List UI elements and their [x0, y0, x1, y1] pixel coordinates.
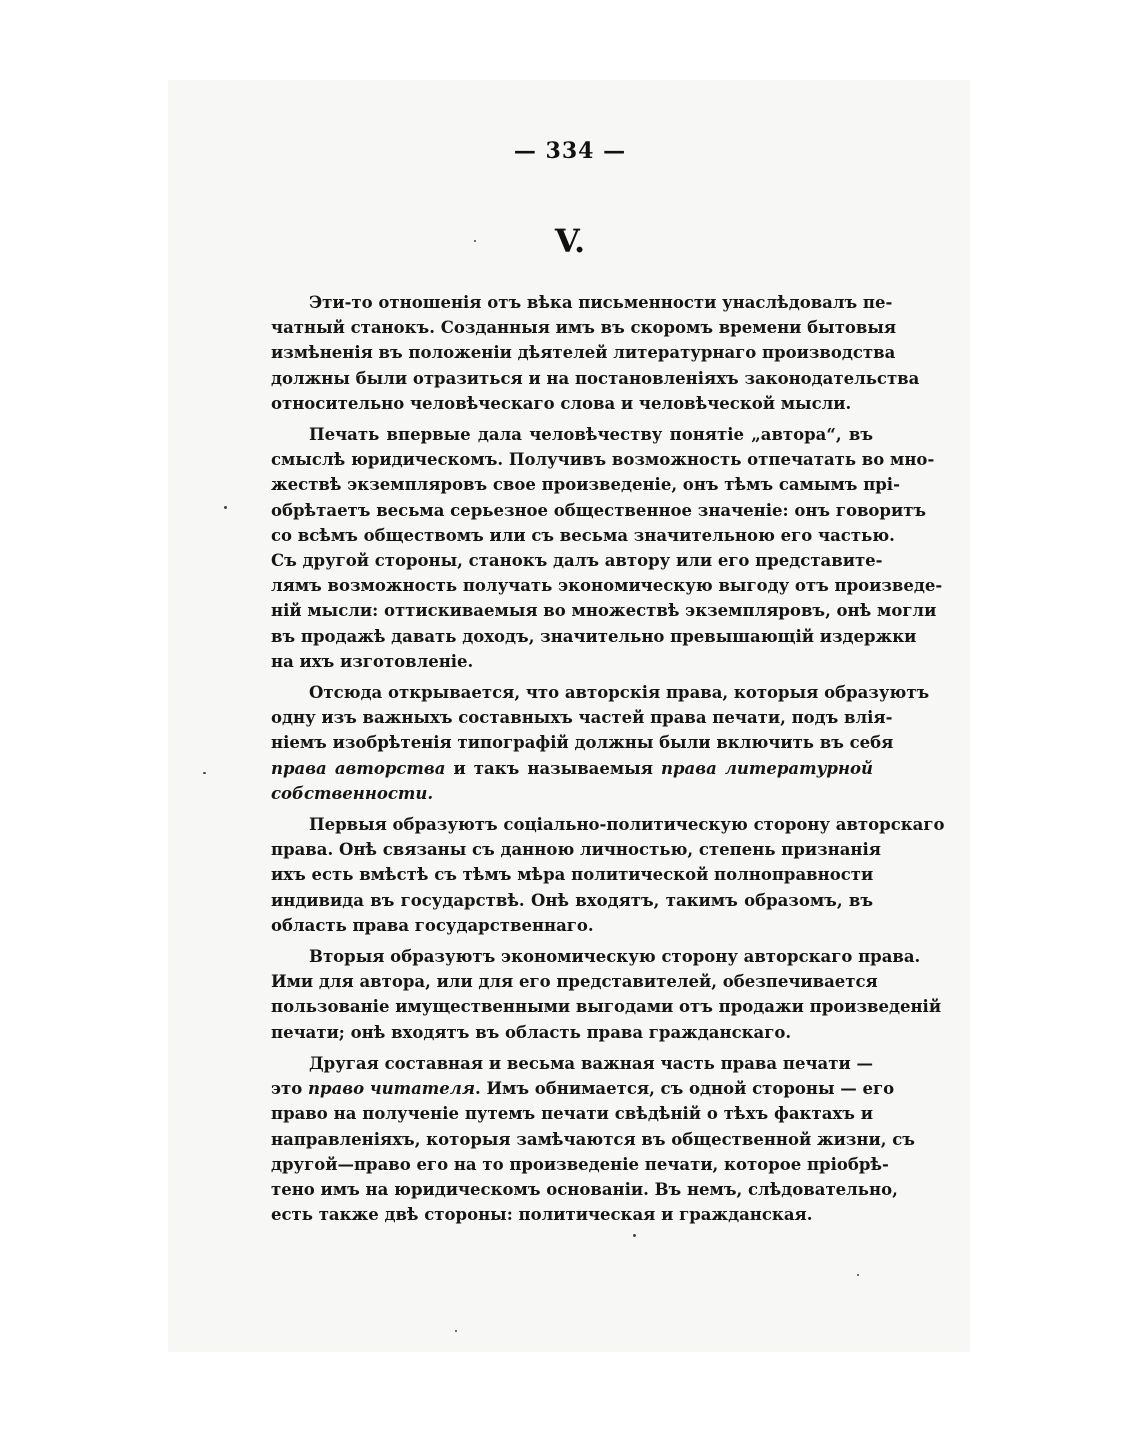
scan-speck: [633, 1234, 636, 1237]
text-line: Эти-то отношенія отъ вѣка письменности унаслѣдовалъ пе-: [309, 293, 893, 312]
text-line: одну изъ важныхъ составныхъ частей права печати, подъ влія-: [271, 708, 893, 728]
text-run: и такъ называемыя: [445, 758, 662, 778]
body-text: [271, 290, 945, 1233]
paragraph-6: [271, 1051, 915, 1227]
text-line: въ продажѣ давать доходъ, значительно превышающій издержки: [271, 626, 917, 646]
text-line: собственности.: [271, 783, 434, 803]
text-line: тено имъ на юридическомъ основаніи. Въ немъ, слѣдовательно,: [271, 1179, 898, 1199]
text-line: пользованіе имущественными выгодами отъ продажи произведеній: [271, 997, 942, 1017]
text-run: это: [271, 1079, 309, 1099]
paragraph-3: [271, 680, 930, 806]
text-run: . Имъ обнимается, съ одной стороны — его: [474, 1079, 895, 1099]
text-line: Ими для автора, или для его представителей, обезпечивается: [271, 972, 878, 992]
scan-speck: [224, 506, 227, 509]
text-line: Вторыя образуютъ экономическую сторону авторскаго права.: [309, 947, 921, 967]
text-line: есть также двѣ стороны: политическая и гражданская.: [271, 1205, 813, 1225]
paragraph-5: [271, 944, 942, 1045]
text-line: лямъ возможность получать экономическую выгоду отъ произведе-: [271, 576, 943, 596]
page-number: — 334 —: [513, 138, 627, 164]
text-line: чатный станокъ. Созданныя имъ въ скоромъ времени бытовыя: [271, 318, 897, 338]
text-line: другой—право его на то произведеніе печати, которое пріобрѣ-: [271, 1154, 889, 1174]
text-line: ихъ есть вмѣстѣ съ тѣмъ мѣра политической полноправности: [271, 865, 874, 885]
text-line: область права государственнаго.: [271, 915, 594, 935]
chapter-heading: V.: [554, 222, 586, 260]
text-line: должны были отразиться и на постановленіяхъ законодательства: [271, 368, 920, 388]
text-line: печати; онѣ входятъ въ область права гражданскаго.: [271, 1022, 792, 1042]
text-line: Печать впервые дала человѣчеству понятіе „автора“, въ: [309, 425, 873, 445]
text-line: ніемъ изобрѣтенія типографій должны были включить въ себя: [271, 733, 894, 753]
text-line: [271, 1076, 895, 1101]
scan-speck: [857, 1274, 859, 1276]
text-line: ній мысли: оттискиваемыя во множествѣ экземпляровъ, онѣ могли: [271, 601, 937, 621]
text-line: [271, 756, 873, 781]
paragraph-2: [271, 422, 943, 674]
text-line: право на полученіе путемъ печати свѣдѣній о тѣхъ фактахъ и: [271, 1104, 873, 1124]
scan-speck: [455, 1330, 457, 1332]
scan-speck: [203, 772, 206, 774]
italic-term: право читателя: [308, 1079, 475, 1099]
text-line: смыслѣ юридическомъ. Получивъ возможность отпечатать во мно-: [271, 450, 935, 470]
scan-speck: [474, 240, 476, 242]
text-line: со всѣмъ обществомъ или съ весьма значительною его частью.: [271, 525, 895, 545]
text-line: обрѣтаетъ весьма серьезное общественное значеніе: онъ говоритъ: [271, 500, 927, 520]
italic-term: права литературной: [661, 758, 874, 778]
paragraph-1: [271, 290, 920, 416]
text-line: измѣненія въ положеніи дѣятелей литературнаго производства: [271, 343, 896, 363]
text-line: Первыя образуютъ соціально-политическую сторону авторскаго: [309, 815, 945, 835]
text-line: относительно человѣческаго слова и человѣческой мысли.: [271, 393, 852, 413]
text-line: индивида въ государствѣ. Онѣ входятъ, такимъ образомъ, въ: [271, 890, 873, 910]
text-line: Съ другой стороны, станокъ далъ автору или его представите-: [271, 551, 883, 571]
text-line: Другая составная и весьма важная часть права печати —: [309, 1053, 873, 1073]
italic-term: права авторства: [271, 758, 446, 778]
text-line: направленіяхъ, которыя замѣчаются въ общественной жизни, съ: [271, 1129, 915, 1149]
text-line: права. Онѣ связаны съ данною личностью, степень признанія: [271, 840, 881, 860]
text-line: на ихъ изготовленіе.: [271, 651, 474, 671]
paragraph-4: [271, 812, 945, 938]
text-line: жествѣ экземпляровъ свое произведеніе, онъ тѣмъ самымъ прі-: [271, 475, 900, 495]
text-line: Отсюда открывается, что авторскія права, которыя образуютъ: [309, 683, 930, 703]
